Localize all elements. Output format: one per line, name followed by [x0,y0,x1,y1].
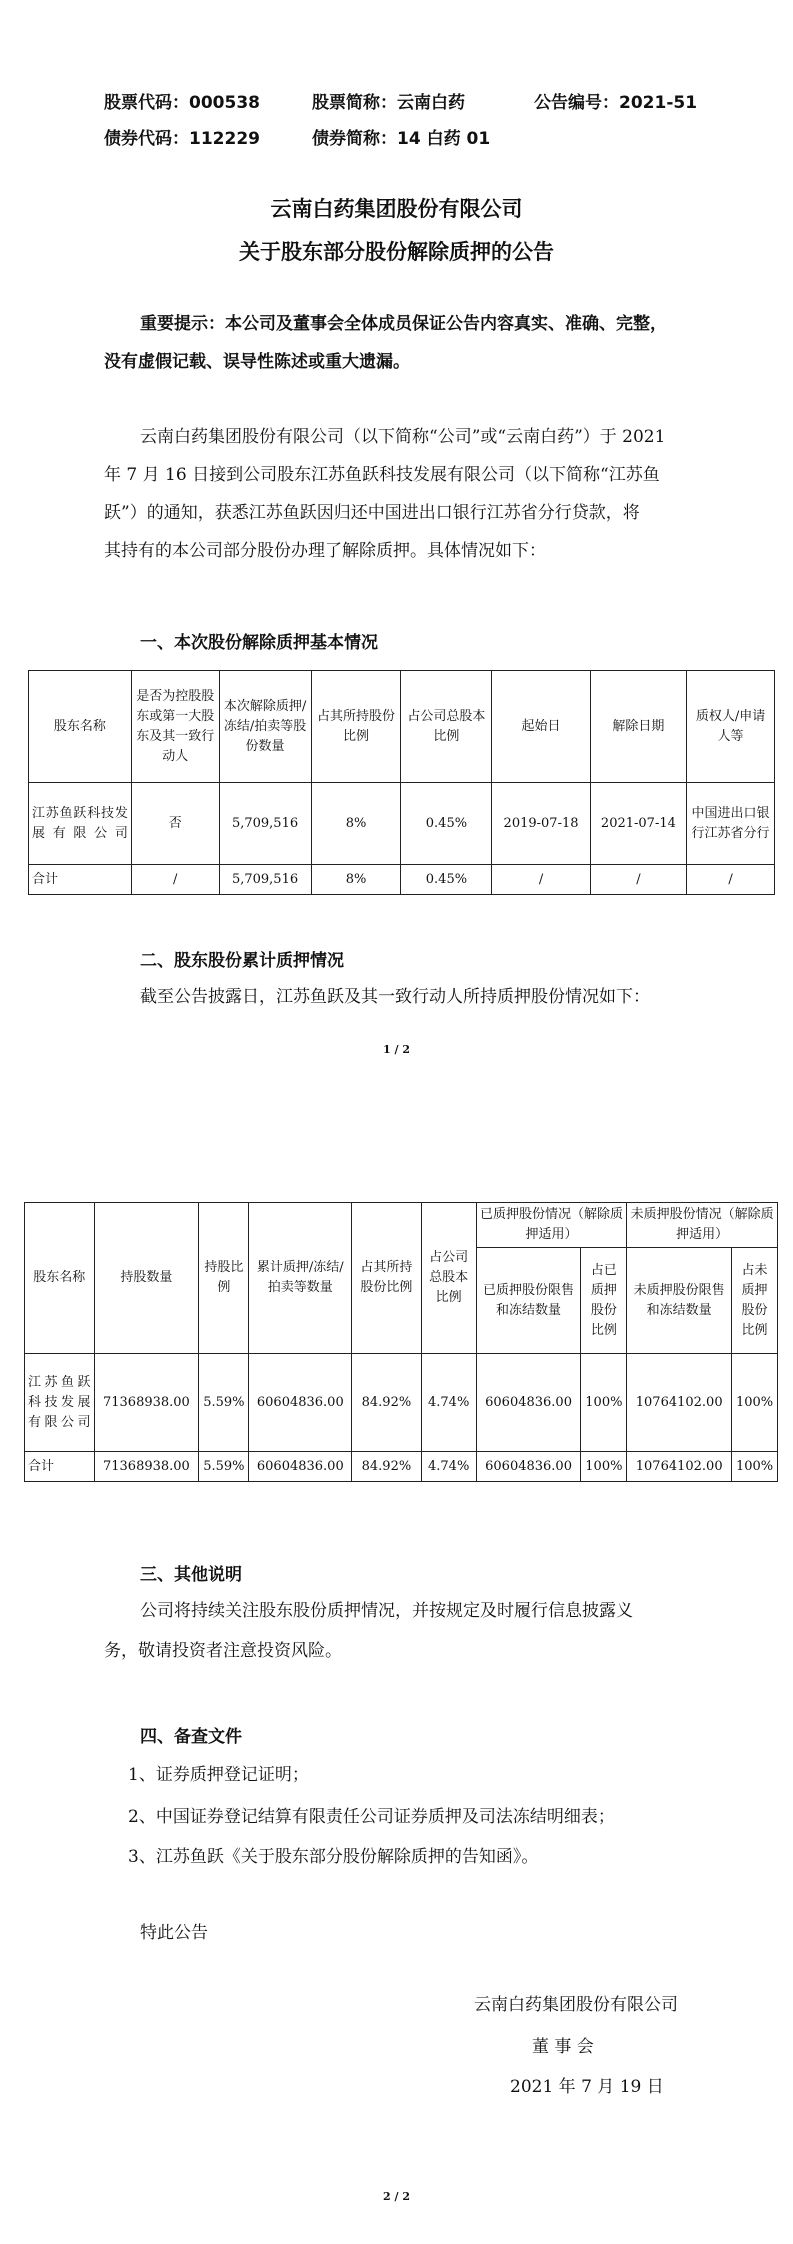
intro-line-2: 年 7 月 16 日接到公司股东江苏鱼跃科技发展有限公司（以下简称“江苏鱼 [104,465,660,485]
cell2-total-own: 84.92% [352,1452,422,1482]
bond-code: 债券代码：112229 [104,129,260,149]
cell-total-controlling: / [131,865,219,895]
th2-group-unpledged: 未质押股份情况（解除质押适用） [627,1203,778,1248]
table-total-row [29,865,775,895]
cell-name: 江苏鱼跃科技发展有限公司 [29,783,132,865]
th-controlling: 是否为控股股东或第一大股东及其一致行动人 [131,671,219,783]
section-1-title: 一、本次股份解除质押基本情况 [140,633,378,653]
cell2-total-label: 合计 [25,1452,95,1482]
table-row [29,783,775,865]
signature-board: 董 事 会 [532,2037,594,2057]
th-release-date: 解除日期 [590,671,686,783]
cell-total-own-ratio: 8% [311,865,401,895]
release-table [28,670,775,895]
th-release-qty: 本次解除质押/冻结/拍卖等股份数量 [219,671,311,783]
cell-pledgee: 中国进出口银行江苏省分行 [687,783,775,865]
cell-total-ratio: 0.45% [401,783,492,865]
cell-total-qty: 5,709,516 [219,865,311,895]
cell2-pledged-ratio: 100% [581,1354,627,1452]
section-4-title: 四、备查文件 [140,1727,242,1747]
intro-line-3: 跃”）的通知，获悉江苏鱼跃因归还中国进出口银行江苏省分行贷款，将 [104,503,640,523]
cell-total-pledgee: / [687,865,775,895]
section-2-text: 截至公告披露日，江苏鱼跃及其一致行动人所持质押股份情况如下： [140,987,650,1007]
cell-total-release: / [590,865,686,895]
cell2-pledged-restricted: 60604836.00 [476,1354,581,1452]
cell2-total-ratio: 5.59% [199,1452,249,1482]
notice-title: 关于股东部分股份解除质押的公告 [239,240,554,264]
th2-pledged-restricted: 已质押股份限售和冻结数量 [476,1248,581,1354]
notice-line-2: 没有虚假记载、误导性陈述或重大遗漏。 [104,352,410,372]
cell2-unpledged-restricted: 10764102.00 [627,1354,732,1452]
cell2-total-total: 4.74% [421,1452,476,1482]
company-title: 云南白药集团股份有限公司 [270,197,523,221]
table2-header-row-1 [25,1203,778,1248]
th2-name: 股东名称 [25,1203,95,1354]
th-start-date: 起始日 [492,671,590,783]
cell2-total-pledged-ratio: 100% [581,1452,627,1482]
th-pledgee: 质权人/申请人等 [687,671,775,783]
cell2-total-pledged: 60604836.00 [249,1452,352,1482]
section-3-line-2: 务，敬请投资者注意投资风险。 [104,1641,342,1661]
cell-own-ratio: 8% [311,783,401,865]
cell2-total-pledged-restricted: 60604836.00 [476,1452,581,1482]
cell-qty: 5,709,516 [219,783,311,865]
bond-abbr: 债券简称：14 白药 01 [312,129,491,149]
table-row [25,1354,778,1452]
cell2-total-shares: 71368938.00 [94,1452,199,1482]
page-number-2: 2 / 2 [383,2190,410,2203]
closing-text: 特此公告 [140,1923,208,1943]
cell-total-start: / [492,865,590,895]
cell-release: 2021-07-14 [590,783,686,865]
th2-unpledged-ratio: 占未质押股份比例 [732,1248,778,1354]
table-header-row [29,671,775,783]
th-shareholder: 股东名称 [29,671,132,783]
th2-ratio: 持股比例 [199,1203,249,1354]
cell2-pledged: 60604836.00 [249,1354,352,1452]
cell-total-label: 合计 [29,865,132,895]
cumulative-pledge-table [24,1202,778,1482]
intro-line-1: 云南白药集团股份有限公司（以下简称“公司”或“云南白药”）于 2021 [140,427,666,447]
cell2-name: 江苏鱼跃科技发展有限公司 [25,1354,95,1452]
section-3-title: 三、其他说明 [140,1565,242,1585]
cell2-total-unpledged-ratio: 100% [732,1452,778,1482]
cell2-total: 4.74% [421,1354,476,1452]
reference-item-1: 1、证券质押登记证明； [128,1765,309,1785]
cell2-own: 84.92% [352,1354,422,1452]
stock-code: 股票代码：000538 [104,93,260,113]
cell-controlling: 否 [131,783,219,865]
page-number-1: 1 / 2 [383,1043,410,1056]
cell-start: 2019-07-18 [492,783,590,865]
th2-shares: 持股数量 [94,1203,199,1354]
stock-abbr: 股票简称：云南白药 [312,93,465,113]
th2-pledged-ratio: 占已质押股份比例 [581,1248,627,1354]
reference-item-3: 3、江苏鱼跃《关于股东部分股份解除质押的告知函》。 [128,1847,539,1867]
notice-number: 公告编号：2021-51 [534,93,698,113]
section-3-line-1: 公司将持续关注股东股份质押情况，并按规定及时履行信息披露义 [140,1601,633,1621]
signature-date: 2021 年 7 月 19 日 [510,2077,664,2097]
table2-total-row [25,1452,778,1482]
th2-total: 占公司总股本比例 [421,1203,476,1354]
th2-group-pledged: 已质押股份情况（解除质押适用） [476,1203,627,1248]
intro-line-4: 其持有的本公司部分股份办理了解除质押。具体情况如下： [104,541,546,561]
cell2-ratio: 5.59% [199,1354,249,1452]
signature-company: 云南白药集团股份有限公司 [474,1995,678,2015]
th2-own: 占其所持股份比例 [352,1203,422,1354]
th2-unpledged-restricted: 未质押股份限售和冻结数量 [627,1248,732,1354]
notice-line-1: 重要提示：本公司及董事会全体成员保证公告内容真实、准确、完整， [140,314,667,334]
th-own-ratio: 占其所持股份比例 [311,671,401,783]
th-total-ratio: 占公司总股本比例 [401,671,492,783]
cell2-shares: 71368938.00 [94,1354,199,1452]
section-2-title: 二、股东股份累计质押情况 [140,951,344,971]
cell2-total-unpledged-restricted: 10764102.00 [627,1452,732,1482]
th2-pledged: 累计质押/冻结/拍卖等数量 [249,1203,352,1354]
cell2-unpledged-ratio: 100% [732,1354,778,1452]
cell-total-total-ratio: 0.45% [401,865,492,895]
reference-item-2: 2、中国证券登记结算有限责任公司证券质押及司法冻结明细表； [128,1807,615,1827]
